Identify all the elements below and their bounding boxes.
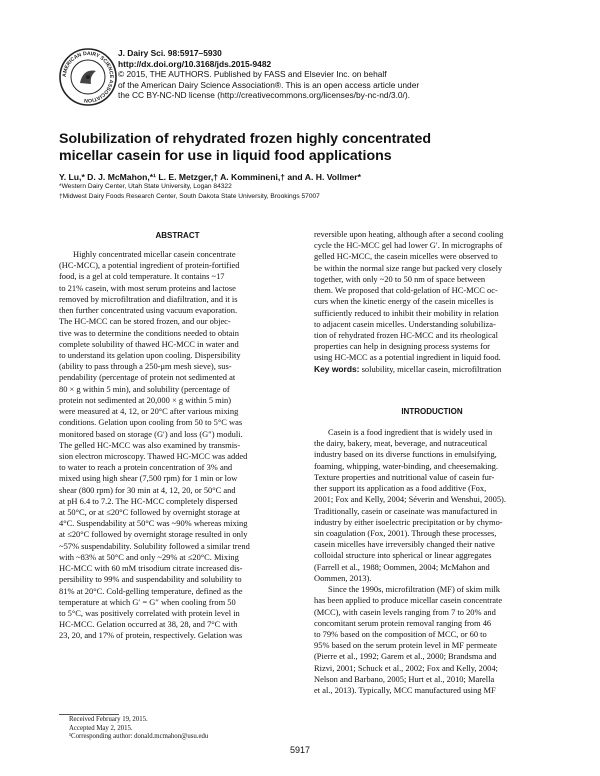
text-line: curs when the kinetic energy of the casein micelles is xyxy=(314,296,494,307)
footnote-rule xyxy=(59,714,119,715)
text-line: ~57% suspendability. Solubility followed a similar trend xyxy=(59,540,250,551)
text-line: The HC-MCC can be stored frozen, and our objec- xyxy=(59,316,231,327)
text-line: HC-MCC. Gelation occurred at 38, 28, and 7°C with xyxy=(59,619,238,630)
text-line: industry by either isoelectric precipitation or by chymo- xyxy=(314,516,503,527)
keywords-label: Key words: xyxy=(314,363,360,374)
text-line: together, with only ~20 to 50 nm of space between xyxy=(314,273,486,284)
text-line: reversible upon heating, although after a second cooling xyxy=(314,229,504,239)
text-line: HC-MCC with 60 mM trisodium citrate increased dis- xyxy=(59,563,243,574)
text-line: conditions. Gelation upon cooling from 50 to 5°C was xyxy=(59,417,243,428)
text-line: 23, 20, and 17% of protein, respectively. Gelation was xyxy=(59,630,243,641)
text-line: 4°C. Suspendability at 50°C was ~90% whereas mixing xyxy=(59,518,248,529)
text-line: mixed using high shear (7,500 rpm) for 1 min or low xyxy=(59,473,238,484)
text-line: 95% based on the serum protein level in MF permeate xyxy=(314,640,497,651)
text-line: pendability (percentage of protein not sedimented at xyxy=(59,372,236,383)
text-line: 2001; Fox and Kelly, 2004; Séverin and Wenshui, 2005). xyxy=(314,494,506,505)
introduction-body xyxy=(314,427,550,696)
text-line: the dairy, bakery, meat, beverage, and nutraceutical xyxy=(314,438,488,449)
abstract-continued xyxy=(314,229,550,375)
text-line: protein not sedimented at 20,000 × g within 5 min) xyxy=(59,394,232,405)
text-line: tive was to determine the conditions needed to obtain xyxy=(59,327,239,338)
keywords-line xyxy=(314,364,550,375)
text-line: monitored based on storage (G′) and loss (G″) moduli. xyxy=(59,428,243,439)
text-line: (Pierre et al., 1992; Garem et al., 2000; Brandsma and xyxy=(314,651,497,662)
affiliation: *Western Dairy Center, Utah State University, Logan 84322 xyxy=(59,183,232,190)
text-line: to 79% based on the composition of MCC, or 60 to xyxy=(314,628,487,639)
text-line: properties can help in designing process systems for xyxy=(314,341,490,352)
text-line: Traditionally, casein or caseinate was manufactured in xyxy=(314,505,498,516)
text-line: (MCC), with casein levels ranging from 7 to 20% and xyxy=(314,606,496,617)
text-line: ther support its application as a food additive (Fox, xyxy=(314,483,487,494)
text-line: concomitant serum protein removal ranging from 46 xyxy=(314,617,492,628)
text-line: were measured at 4, 12, or 20°C after various mixing xyxy=(59,406,239,417)
text-line: at ≤20°C followed by overnight storage resulted in only xyxy=(59,529,248,540)
text-line: sion electron microscopy. Thawed HC-MCC was added xyxy=(59,450,248,461)
text-line: 80 × g within 5 min), and solubility (percentage of xyxy=(59,383,230,394)
keywords: solubility, micellar casein, microfiltration xyxy=(359,363,502,374)
article-header xyxy=(118,48,478,101)
introduction-heading: INTRODUCTION xyxy=(401,407,463,416)
text-line: to water to reach a protein concentration of 3% and xyxy=(59,462,233,473)
text-line: cycle the HC-MCC gel had lower G′. In micrographs of xyxy=(314,240,503,251)
text-line: industry based on its diverse functions in emulsifying, xyxy=(314,449,497,460)
text-line: Highly concentrated micellar casein concentrate xyxy=(73,249,236,259)
text-line: colloidal structure into spherical or linear aggregates xyxy=(314,550,492,561)
text-line: Oommen, 2013). xyxy=(314,572,372,583)
page-number: 5917 xyxy=(289,745,311,755)
copyright-line: of the American Dairy Science Association®. This is an open access article under xyxy=(118,79,420,90)
text-line: et al., 2013). Typically, MCC manufactured using MF xyxy=(314,685,496,696)
title-line: Solubilization of rehydrated frozen highly concentrated xyxy=(59,131,432,147)
text-line: (ability to pass through a 250-μm mesh sieve), sus- xyxy=(59,361,232,372)
adsa-logo xyxy=(58,47,118,107)
text-line: has been applied to produce micellar casein concentrate xyxy=(314,595,503,606)
text-line: with ~83% at 50°C and only ~29% at ≤20°C. Mixing xyxy=(59,551,239,562)
text-line: casein micelles have irreversibly changed their native xyxy=(314,539,495,550)
text-line: removed by microfiltration and diafiltration, and it is xyxy=(59,293,238,304)
text-line: (HC-MCC), a potential ingredient of protein-fortified xyxy=(59,260,240,271)
text-line: Casein is a food ingredient that is widely used in xyxy=(328,427,493,437)
author-list: Y. Lu,* D. J. McMahon,*¹ L. E. Metzger,† A. Kommineni,† and A. H. Vollmer* xyxy=(59,172,361,182)
journal-citation: J. Dairy Sci. 98:5917–5930 xyxy=(118,48,222,58)
text-line: temperature at which G′ = G″ when cooling from 50 xyxy=(59,596,236,607)
text-line: gelled HC-MCC, the casein micelles were observed to xyxy=(314,251,498,262)
text-line: at pH 6.4 to 7.2. The HC-MCC completely dispersed xyxy=(59,495,238,506)
text-line: to 21% casein, with most serum proteins and lactose xyxy=(59,282,236,293)
text-line: The gelled HC-MCC was also examined by transmis- xyxy=(59,439,241,450)
text-line: at 50°C, or at ≤20°C followed by overnight storage at xyxy=(59,507,241,518)
text-line: to understand its gelation upon cooling. Dispersibility xyxy=(59,349,241,360)
text-line: Rizvi, 2001; Schuck et al., 2002; Fox and Kelly, 2004; xyxy=(314,662,498,673)
text-line: to 5°C, was positively correlated with protein level in xyxy=(59,608,240,618)
accepted-date: Accepted May 2, 2015. xyxy=(69,724,133,732)
abstract-body xyxy=(59,249,296,642)
text-line: be within the normal size range but packed very closely xyxy=(314,262,503,273)
text-line: food, is a gel at cold temperature. It contains ~17 xyxy=(59,271,225,282)
text-line: shear (800 rpm) for 30 min at 4, 12, 20, or 50°C and xyxy=(59,484,236,495)
footnotes xyxy=(69,716,299,742)
text-line: Since the 1990s, microfiltration (MF) of skim milk xyxy=(328,584,501,595)
text-line: persibility to 99% and suspendability and solubility to xyxy=(59,574,242,585)
title-line: micellar casein for use in liquid food applications xyxy=(59,148,392,164)
article-title xyxy=(59,131,499,165)
doi-link[interactable]: http://dx.doi.org/10.3168/jds.2015-9482 xyxy=(118,58,272,69)
corresponding-author: ¹Corresponding author: donald.mcmahon@usu.edu xyxy=(69,733,209,741)
text-line: them. We proposed that cold-gelation of HC-MCC oc- xyxy=(314,285,498,296)
text-line: (Farrell et al., 1988; Oommen, 2004; McMahon and xyxy=(314,561,490,572)
text-line: foaming, whipping, water-binding, and cheesemaking. xyxy=(314,460,499,471)
text-line: to adjacent casein micelles. Understanding solubiliza- xyxy=(314,318,496,329)
logo-ring-text: AMERICAN DAIRY SCIENCE ASSOCIATION xyxy=(61,50,115,104)
text-line: then further concentrated using vacuum evaporation. xyxy=(59,305,238,316)
text-line: sufficiently reduced to inhibit their mobility in relation xyxy=(314,307,499,318)
text-line: complete solubility of thawed HC-MCC in water and xyxy=(59,338,239,349)
received-date: Received February 19, 2015. xyxy=(69,716,148,723)
text-line: 81% at 20°C. Cold-gelling temperature, defined as the xyxy=(59,585,243,596)
text-line: Nelson and Barbano, 2005; Hurt et al., 2010; Marella xyxy=(314,673,495,684)
text-line: sin coagulation (Fox, 2001). Through these processes, xyxy=(314,527,497,538)
abstract-heading: ABSTRACT xyxy=(155,231,200,240)
text-line: using HC-MCC as a potential ingredient in liquid food. xyxy=(314,352,501,363)
copyright-line: © 2015, THE AUTHORS. Published by FASS and Elsevier Inc. on behalf xyxy=(118,69,387,80)
text-line: Texture properties and nutritional value of casein fur- xyxy=(314,471,495,482)
license-line: the CC BY-NC-ND license (http://creativecommons.org/licenses/by-nc-nd/3.0/). xyxy=(118,90,410,101)
text-line: tion of rehydrated frozen HC-MCC and its rheological xyxy=(314,329,498,340)
affiliation: †Midwest Dairy Foods Research Center, South Dakota State University, Brookings 57007 xyxy=(59,193,320,200)
